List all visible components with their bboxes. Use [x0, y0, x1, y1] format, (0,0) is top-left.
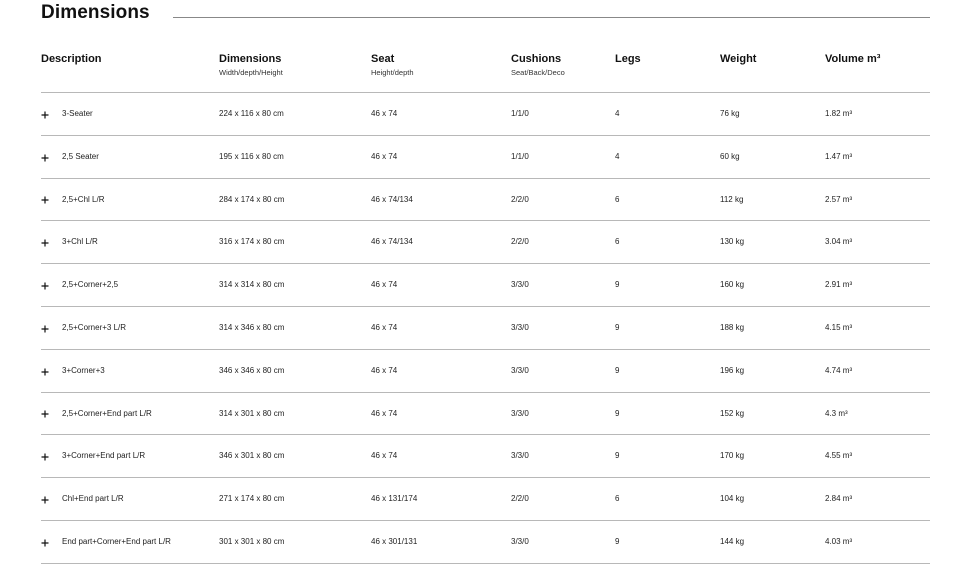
- title-bar: [41, 2, 930, 28]
- row-legs: 9: [615, 322, 620, 332]
- row-legs: 6: [615, 237, 620, 247]
- plus-icon[interactable]: [41, 435, 51, 477]
- row-description: 2,5+Corner+End part L/R: [62, 408, 152, 418]
- header-seat: [371, 52, 414, 78]
- row-weight: 144 kg: [720, 536, 745, 546]
- row-volume: 4.15 m³: [825, 322, 853, 332]
- row-description: 3+Chl L/R: [62, 237, 98, 247]
- row-legs: 4: [615, 109, 620, 118]
- table-row[interactable]: [41, 179, 930, 222]
- row-description: 3+Corner+3: [62, 365, 105, 375]
- row-seat: 46 x 74: [371, 151, 398, 161]
- plus-icon[interactable]: [41, 478, 51, 520]
- row-volume: 2.57 m³: [825, 194, 853, 204]
- header-seat-label: Seat: [371, 53, 395, 65]
- row-cushions: 3/3/0: [511, 408, 529, 418]
- row-weight: 112 kg: [720, 194, 744, 204]
- row-dimensions: 195 x 116 x 80 cm: [219, 151, 284, 161]
- row-weight: 196 kg: [720, 365, 745, 375]
- plus-icon[interactable]: [41, 93, 51, 135]
- row-cushions: 2/2/0: [511, 237, 529, 247]
- row-legs: 4: [615, 151, 620, 161]
- table-body: [41, 92, 930, 564]
- row-cushions: 3/3/0: [511, 536, 529, 546]
- row-cushions: 1/1/0: [511, 109, 529, 118]
- row-volume: 3.04 m³: [825, 237, 853, 247]
- row-legs: 9: [615, 408, 620, 418]
- table-row[interactable]: [41, 221, 930, 264]
- row-dimensions: 284 x 174 x 80 cm: [219, 194, 285, 204]
- row-seat: 46 x 74: [371, 408, 398, 418]
- row-cushions: 3/3/0: [511, 365, 529, 375]
- plus-icon[interactable]: [41, 350, 51, 392]
- row-description: 2,5+Corner+2,5: [62, 280, 119, 290]
- row-legs: 9: [615, 365, 620, 375]
- table-row[interactable]: [41, 307, 930, 350]
- row-weight: 170 kg: [720, 451, 745, 461]
- row-volume: 1.47 m³: [825, 151, 853, 161]
- plus-icon[interactable]: [41, 221, 51, 263]
- row-seat: 46 x 131/174: [371, 494, 418, 504]
- plus-icon[interactable]: [41, 179, 51, 221]
- header-dimensions-label: Dimensions: [219, 53, 282, 65]
- plus-icon[interactable]: [41, 136, 51, 178]
- title-divider: [173, 17, 930, 18]
- header-description-label: Description: [41, 53, 102, 65]
- table-row[interactable]: [41, 478, 930, 521]
- header-volume: [825, 52, 880, 66]
- plus-icon[interactable]: [41, 264, 51, 306]
- row-cushions: 3/3/0: [511, 451, 529, 461]
- row-weight: 160 kg: [720, 280, 745, 290]
- row-cushions: 2/2/0: [511, 194, 529, 204]
- row-seat: 46 x 74: [371, 280, 398, 290]
- table-row[interactable]: [41, 435, 930, 478]
- row-volume: 4.55 m³: [825, 451, 853, 461]
- row-description: 2,5 Seater: [62, 151, 99, 161]
- row-legs: 9: [615, 280, 620, 290]
- row-volume: 4.3 m³: [825, 408, 848, 418]
- row-volume: 4.74 m³: [825, 365, 853, 375]
- table-row[interactable]: [41, 521, 930, 564]
- row-dimensions: 316 x 174 x 80 cm: [219, 237, 285, 247]
- page-title: Dimensions: [41, 2, 150, 23]
- row-dimensions: 314 x 314 x 80 cm: [219, 280, 285, 290]
- row-volume: 2.91 m³: [825, 280, 853, 290]
- row-seat: 46 x 74: [371, 322, 398, 332]
- row-dimensions: 346 x 346 x 80 cm: [219, 365, 285, 375]
- row-weight: 130 kg: [720, 237, 745, 247]
- row-volume: 2.84 m³: [825, 494, 853, 504]
- row-description: Chl+End part L/R: [62, 494, 124, 504]
- header-volume-label: Volume m³: [825, 53, 881, 65]
- table-row[interactable]: [41, 136, 930, 179]
- row-cushions: 3/3/0: [511, 280, 529, 290]
- row-dimensions: 346 x 301 x 80 cm: [219, 451, 285, 461]
- row-dimensions: 271 x 174 x 80 cm: [219, 494, 285, 504]
- row-legs: 6: [615, 194, 620, 204]
- row-weight: 76 kg: [720, 109, 740, 118]
- header-seat-sublabel: Height/depth: [371, 68, 414, 77]
- row-description: 2,5+Chl L/R: [62, 194, 105, 204]
- header-cushions: [511, 52, 565, 78]
- header-cushions-label: Cushions: [511, 53, 562, 65]
- row-seat: 46 x 74/134: [371, 194, 413, 204]
- header-cushions-sublabel: Seat/Back/Deco: [511, 68, 565, 77]
- row-weight: 60 kg: [720, 151, 740, 161]
- row-seat: 46 x 74: [371, 365, 398, 375]
- row-cushions: 1/1/0: [511, 151, 529, 161]
- row-description: 2,5+Corner+3 L/R: [62, 322, 127, 332]
- header-weight-label: Weight: [720, 53, 757, 65]
- row-seat: 46 x 74/134: [371, 237, 413, 247]
- row-legs: 9: [615, 536, 620, 546]
- row-description: 3+Corner+End part L/R: [62, 451, 146, 461]
- row-legs: 9: [615, 451, 620, 461]
- plus-icon[interactable]: [41, 307, 51, 349]
- table-row[interactable]: [41, 264, 930, 307]
- row-description: End part+Corner+End part L/R: [62, 536, 171, 546]
- row-weight: 152 kg: [720, 408, 745, 418]
- row-dimensions: 301 x 301 x 80 cm: [219, 536, 285, 546]
- header-legs: [615, 52, 641, 66]
- row-cushions: 2/2/0: [511, 494, 529, 504]
- table-header: [0, 52, 960, 92]
- row-description: 3-Seater: [62, 109, 93, 118]
- row-weight: 188 kg: [720, 322, 745, 332]
- row-dimensions: 314 x 301 x 80 cm: [219, 408, 285, 418]
- row-weight: 104 kg: [720, 494, 745, 504]
- table-row[interactable]: [41, 393, 930, 436]
- row-volume: 4.03 m³: [825, 536, 853, 546]
- row-dimensions: 314 x 346 x 80 cm: [219, 322, 285, 332]
- plus-icon[interactable]: [41, 393, 51, 435]
- row-legs: 6: [615, 494, 620, 504]
- header-description: [41, 52, 102, 66]
- header-dimensions: [219, 52, 283, 78]
- table-row[interactable]: [41, 93, 930, 136]
- row-volume: 1.82 m³: [825, 109, 853, 118]
- header-weight: [720, 52, 756, 66]
- row-seat: 46 x 74: [371, 109, 398, 118]
- row-dimensions: 224 x 116 x 80 cm: [219, 109, 284, 118]
- table-row[interactable]: [41, 350, 930, 393]
- header-dimensions-sublabel: Width/depth/Height: [219, 68, 283, 77]
- row-seat: 46 x 74: [371, 451, 398, 461]
- row-cushions: 3/3/0: [511, 322, 529, 332]
- plus-icon[interactable]: [41, 521, 51, 563]
- header-legs-label: Legs: [615, 53, 641, 65]
- row-seat: 46 x 301/131: [371, 536, 418, 546]
